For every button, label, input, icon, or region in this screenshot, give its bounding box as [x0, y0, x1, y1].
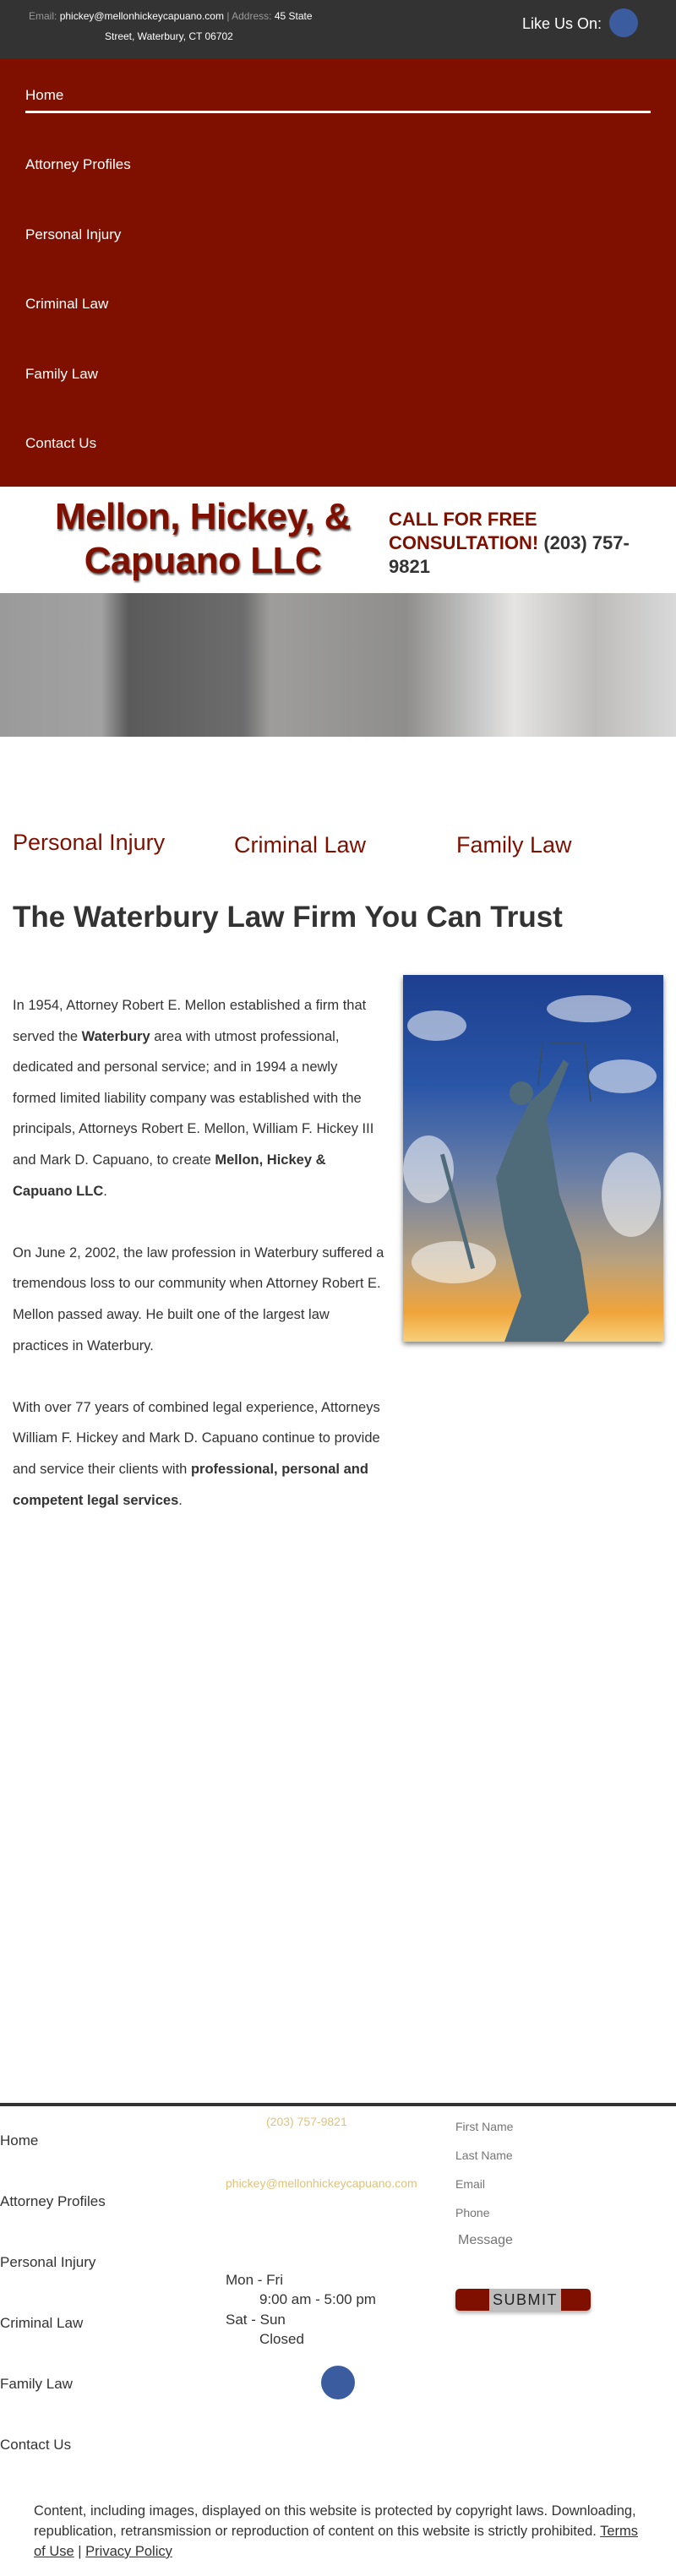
- hours-days-weekday: Mon - Fri: [226, 2272, 283, 2288]
- lady-justice-image: [403, 975, 663, 1342]
- contact-info-line1: [29, 10, 313, 22]
- nav-attorney-profiles[interactable]: Attorney Profiles: [25, 156, 131, 172]
- message-textarea[interactable]: [455, 2233, 643, 2262]
- footer-nav-contact-us[interactable]: Contact Us: [0, 2437, 72, 2453]
- address-label: Address:: [232, 10, 272, 22]
- practice-criminal-law[interactable]: Criminal Law: [234, 832, 367, 858]
- email-input[interactable]: [455, 2176, 643, 2192]
- site-header: [0, 487, 676, 593]
- like-us: [522, 8, 638, 41]
- hours-days-weekend: Sat - Sun: [226, 2312, 286, 2328]
- paragraph-history: In 1954, Attorney Robert E. Mellon established a firm that served the Waterbury area with utmost professional, dedicated and personal service; and in 1994 a newly formed limited liability company was established with the principals, Attorneys Robert E. Mellon, William F. Hickey III and Mark D. Capuano, to create Mellon, Hickey & Capuano LLC.: [13, 998, 374, 1199]
- email-label: Email:: [29, 10, 57, 22]
- privacy-link[interactable]: Privacy Policy: [85, 2544, 172, 2559]
- practice-personal-injury[interactable]: Personal Injury: [13, 830, 166, 855]
- separator: |: [226, 10, 230, 22]
- practice-family-law[interactable]: Family Law: [456, 832, 572, 858]
- copyright-text: Content, including images, displayed on this website is protected by copyright laws. Downloading, republication, retransmission or reproduction of content on this website is strictly prohibited.: [34, 2503, 636, 2539]
- consultation-cta: [389, 508, 642, 579]
- main-nav: [0, 58, 676, 487]
- header-phone-link[interactable]: (203) 757-9821: [389, 532, 630, 577]
- active-underline: [25, 111, 651, 113]
- footer-nav-criminal-law[interactable]: Criminal Law: [0, 2315, 84, 2331]
- nav-home[interactable]: Home: [25, 87, 64, 103]
- logo-line1: Mellon, Hickey, &: [54, 496, 352, 537]
- footer-facebook-icon[interactable]: [321, 2366, 355, 2399]
- first-name-input[interactable]: [455, 2118, 643, 2135]
- facebook-icon[interactable]: [609, 8, 638, 37]
- footer-nav-attorney-profiles[interactable]: Attorney Profiles: [0, 2193, 106, 2209]
- terms-link[interactable]: Terms of Use: [34, 2524, 639, 2559]
- like-us-label: Like Us On:: [521, 15, 602, 32]
- address-line1: 45 State: [274, 10, 313, 22]
- cta-line2: CONSULTATION!: [389, 532, 539, 553]
- paragraph-experience: With over 77 years of combined legal experience, Attorneys William F. Hickey and Mark D. Capuano continue to provide and service their clients with professional, personal and competent legal services.: [13, 1399, 380, 1508]
- footer-email-link[interactable]: phickey@mellonhickeycapuano.com: [226, 2176, 417, 2190]
- logo-line2: Capuano LLC: [84, 540, 322, 581]
- nav-family-law[interactable]: Family Law: [25, 366, 98, 382]
- cta-line1: CALL FOR FREE: [389, 509, 537, 530]
- address-line2: Street, Waterbury, CT 06702: [105, 30, 233, 42]
- footer-phone-link[interactable]: (203) 757-9821: [266, 2115, 347, 2128]
- top-bar: [0, 0, 676, 58]
- footer-nav-home[interactable]: Home: [0, 2132, 39, 2148]
- hours-time-weekend: Closed: [259, 2331, 304, 2347]
- last-name-input[interactable]: [455, 2147, 643, 2164]
- logo[interactable]: [34, 495, 372, 583]
- nav-contact-us[interactable]: Contact Us: [25, 435, 97, 451]
- paragraph-memorial: On June 2, 2002, the law profession in Waterbury suffered a tremendous loss to our community when Attorney Robert E. Mellon passed away. He built one of the largest law practices in Waterbury.: [13, 1244, 384, 1353]
- submit-label: SUBMIT: [489, 2289, 561, 2311]
- footer-nav-family-law[interactable]: Family Law: [0, 2376, 73, 2392]
- about-text: [13, 990, 384, 1547]
- copyright-notice: [34, 2501, 642, 2562]
- topbar-email-link[interactable]: phickey@mellonhickeycapuano.com: [59, 10, 224, 22]
- page-heading: The Waterbury Law Firm You Can Trust: [13, 901, 563, 934]
- hero-image: [0, 593, 676, 737]
- footer-divider: [0, 2103, 676, 2106]
- nav-criminal-law[interactable]: Criminal Law: [25, 296, 109, 312]
- phone-input[interactable]: [455, 2204, 643, 2221]
- hours-time-weekday: 9:00 am - 5:00 pm: [259, 2291, 376, 2307]
- nav-personal-injury[interactable]: Personal Injury: [25, 226, 122, 242]
- footer-nav-personal-injury[interactable]: Personal Injury: [0, 2254, 96, 2270]
- submit-button[interactable]: [455, 2289, 591, 2311]
- link-separator: |: [78, 2544, 82, 2559]
